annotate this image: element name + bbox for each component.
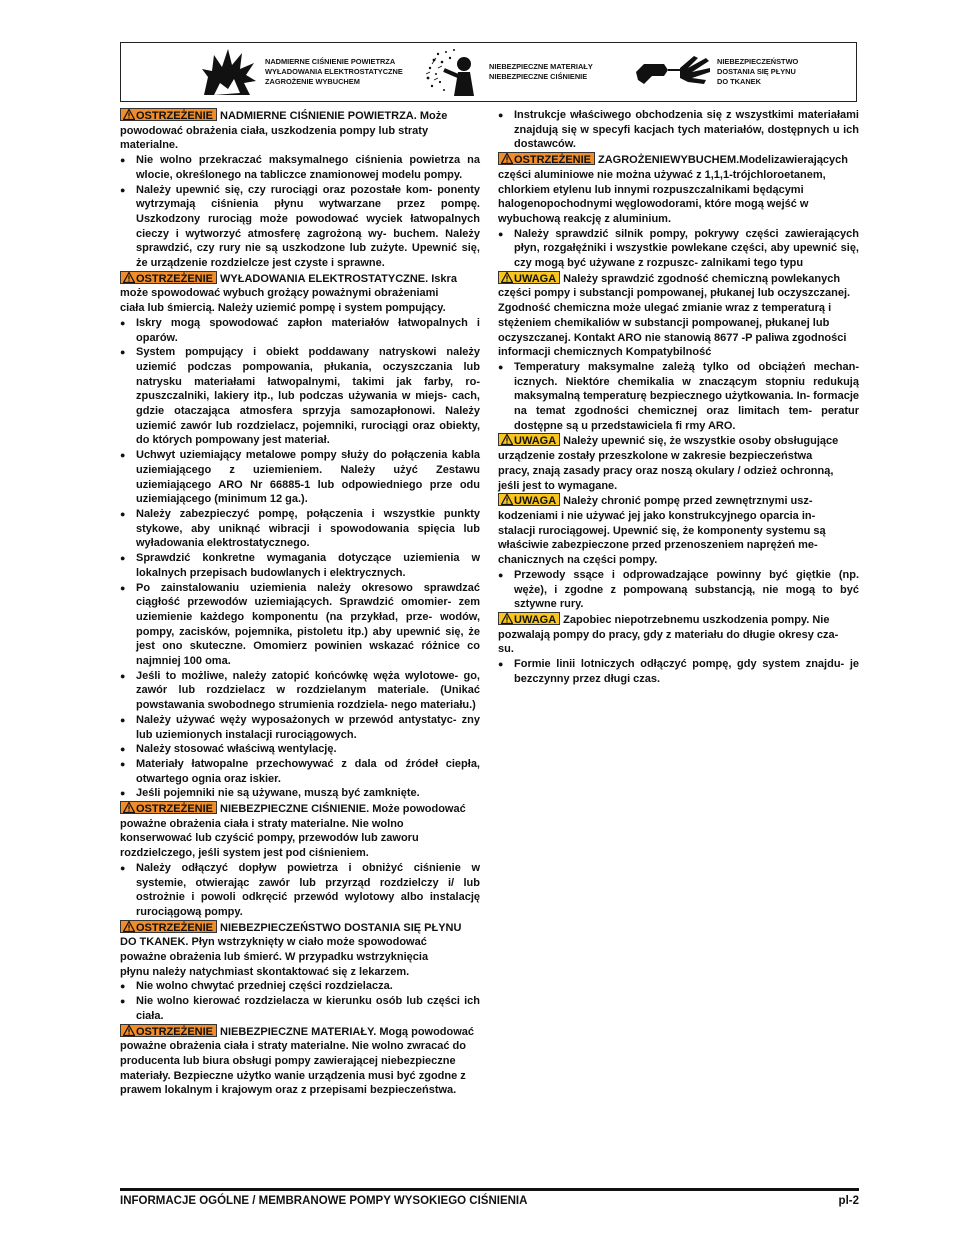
- warning-overpressure: OSTRZEŻENIE NADMIERNE CIŚNIENIE POWIETRZA. Może powodować obrażenia ciała, uszkodzenia pompy lub straty materialne.: [120, 110, 448, 152]
- list-item: ● Jeśli to możliwe, należy zatopić końcówkę węża wylotowe- go, zawór lub rozdzielacz w rozdzielanym materiale. (Unikać powstawania swobodnego strumienia rozdziela- nego materiału.): [120, 669, 480, 713]
- hazard-text-3: NIEBEZPIECZEŃSTWO DOSTANIA SIĘ PŁYNU DO TKANEK: [717, 56, 799, 87]
- list-item: ● Iskry mogą spowodować zapłon materiałów łatwopalnych i oparów.: [120, 316, 480, 345]
- list-item: ● Temperatury maksymalne zależą tylko od obciążeń mechan- icznych. Niektóre chemikalia w znaczącym stopniu redukują maksymalną temperaturę bezpiecznego użytkowania. In- formacje na temat zgodności chemicznej oraz limitach tem- peratur dostępne są u przedstawiciela fi rmy ARO.: [498, 360, 859, 434]
- caution-badge: UWAGA: [498, 433, 560, 446]
- warning-triangle-icon: [501, 494, 513, 505]
- warning-triangle-icon: [123, 109, 135, 120]
- footer-rule: [120, 1188, 859, 1191]
- list-item: ● Należy zabezpieczyć pompę, połączenia i wszystkie punkty stykowe, aby uniknąć wibracji i spowodowania spięcia lub wyładowania elektrostatycznego.: [120, 507, 480, 551]
- list-item: ● Należy upewnić się, czy rurociągi oraz pozostałe kom- ponenty wytrzymają ciśnienia płynu wytwarzane przez pompę. Uszkodzony rurociąg może powodować wyciek łatwopalnych cieczy i wytworzyć atmosferę zagrożoną wy- buchem. Należy sprawdzić, czy rury nie są uszkodzone lub zużyte. Upewnić się, że urządzenie rozdzielcze jest czyste i sprawne.: [120, 183, 480, 271]
- damage-list: [498, 657, 859, 686]
- warning-triangle-icon: [123, 272, 135, 283]
- list-item: ● Sprawdzić konkretne wymagania dotyczące uziemienia w lokalnych przepisach budowlanych i elektrycznych.: [120, 551, 480, 580]
- caution-badge: UWAGA: [498, 612, 560, 625]
- overpressure-list: [120, 153, 480, 271]
- warning-badge: OSTRZEŻENIE: [120, 271, 217, 284]
- list-item: ● Po zainstalowaniu uziemienia należy okresowo sprawdzać ciągłość przewodów uziemiających. Sprawdzić omomier- zem uziemienie każdego komponentu (na przykład, prze- wodów, pompy, zacisków, pojemnika, pistoletu itp.) aby upewnić się, że jest ono skuteczne. Omomierz powinien wskazać różnice co najmniej 100 oma.: [120, 581, 480, 669]
- list-item: ● System pompujący i obiekt poddawany natryskowi należy uziemić podczas pompowania, płukania, oczyszczania lub natrysku materiałami łatwopalnymi, takimi jak farby, ro- zpuszczalniki, lakiery itp., lub podczas używania w miejs- cach, gdzie otaczająca atmosfera sprzyja samozapłonowi. Należy uziemić zawór lub rozdzielacz, pojemniki, rurociągi oraz obiekty, do których pompowany jest materiał.: [120, 345, 480, 448]
- list-item: ● Należy stosować właściwą wentylację.: [120, 742, 480, 757]
- warning-badge: OSTRZEŻENIE: [498, 152, 595, 165]
- pressure-list: [120, 861, 480, 920]
- warning-triangle-icon: [501, 153, 513, 164]
- caution-protect: UWAGA Należy chronić pompę przed zewnętrznymi usz- kodzeniami i nie używać jej jako konstrukcyjnego oparcia in- stalacji rurociągowej. Upewnić się, że komponenty systemu są właściwie zabezpieczone przed przenoszeniem naprężeń me- chanicznych na części pompy.: [498, 495, 826, 567]
- hazardous-material-spray-icon: [421, 44, 485, 100]
- list-item: ● Przewody ssące i odprowadzające powinny być giętkie (np. węże), i zgodne z pompowaną substancją, nie mogą to być sztywne rury.: [498, 568, 859, 612]
- list-item: ● Należy sprawdzić silnik pompy, pokrywy części zawierających płyn, rozgałęźniki i wszystkie powlekane części, aby upewnić się, czy mogą być używane z rozpuszc- zalnikami tego typu: [498, 227, 859, 271]
- warning-badge: OSTRZEŻENIE: [120, 1024, 217, 1037]
- warning-static: OSTRZEŻENIE WYŁADOWANIA ELEKTROSTATYCZNE. Iskra może spowodować wybuch grożący poważnymi obrażeniami ciała lub śmiercią. Należy uziemić pompę i system pompujący.: [120, 272, 457, 315]
- caution-badge: UWAGA: [498, 493, 560, 506]
- list-item: ● Jeśli pojemniki nie są używane, muszą być zamknięte.: [120, 786, 480, 801]
- left-column: [120, 108, 480, 1098]
- hazard-group-materials: [421, 43, 593, 101]
- hazard-text-2: NIEBEZPIECZNE MATERIAŁY NIEBEZPIECZNE CIŚNIENIE: [489, 61, 593, 81]
- warning-triangle-icon: [123, 802, 135, 813]
- warning-injection: OSTRZEŻENIE NIEBEZPIECZEŃSTWO DOSTANIA SIĘ PŁYNU DO TKANEK. Płyn wstrzyknięty w ciało może spowodować poważne obrażenia lub śmierć. W przypadku wstrzyknięcia płynu należy natychmiast skontaktować się z lekarzem.: [120, 921, 462, 978]
- warning-triangle-icon: [501, 434, 513, 445]
- page-number: pl-2: [838, 1195, 859, 1207]
- explosion-list: [498, 227, 859, 271]
- warning-badge: OSTRZEŻENIE: [120, 920, 217, 933]
- list-item: ● Należy odłączyć dopływ powietrza i obniżyć ciśnienie w systemie, otwierając zawór lub przyrząd rozdzielczy i/ lub ostrożnie i powoli odkręcić przewód wylotowy albo instalację rurociągową pompy.: [120, 861, 480, 920]
- list-item: ● Nie wolno przekraczać maksymalnego ciśnienia powietrza na wlocie, określonego na tabliczce znamionowej modelu pompy.: [120, 153, 480, 182]
- injection-hand-icon: [633, 44, 713, 100]
- warning-triangle-icon: [501, 613, 513, 624]
- list-item: ● Nie wolno chwytać przedniej części rozdzielacza.: [120, 979, 480, 994]
- warning-triangle-icon: [501, 272, 513, 283]
- warning-triangle-icon: [123, 921, 135, 932]
- list-item: ● Materiały łatwopalne przechowywać z dala od źródeł ciepła, otwartego ognia oraz iskier.: [120, 757, 480, 786]
- hazard-text-1: NADMIERNE CIŚNIENIE POWIETRZA WYŁADOWANIA ELEKTROSTATYCZNE ZAGROŻENIE WYBUCHEM: [265, 56, 403, 87]
- list-item: ● Należy używać węży wyposażonych w przewód antystatyc- zny lub uziemionych instalacji rurociągowych.: [120, 713, 480, 742]
- explosion-icon: [197, 44, 261, 100]
- right-column: [498, 108, 859, 686]
- caution-damage: UWAGA Zapobiec niepotrzebnemu uszkodzenia pompy. Nie pozwalają pompy do pracy, gdy z materiału do długie okresy cza- su.: [498, 613, 839, 656]
- caution-badge: UWAGA: [498, 271, 560, 284]
- protect-list: [498, 568, 859, 612]
- warning-materials: OSTRZEŻENIE NIEBEZPIECZNE MATERIAŁY. Mogą powodować poważne obrażenia ciała i straty materialne. Nie wolno zwracać do producenta lub biura obsługi pompy zawierającej niebezpieczne materiały. Bezpieczne użytko wanie urządzenia musi być zgodne z prawem lokalnym i krajowym oraz z przepisami bezpieczeństwa.: [120, 1025, 475, 1097]
- chemical-list: [498, 360, 859, 434]
- hazard-group-injection: [633, 43, 798, 101]
- caution-training: UWAGA Należy upewnić się, że wszystkie osoby obsługujące urządzenie zostały przeszkolone w zakresie bezpieczeństwa pracy, znają zasady pracy oraz noszą okulary / odzież ochronną, jeśli jest to wymagane.: [498, 435, 839, 492]
- hazard-header: [120, 42, 857, 102]
- warning-pressure: OSTRZEŻENIE NIEBEZPIECZNE CIŚNIENIE. Może powodować poważne obrażenia ciała i straty materialne. Nie wolno konserwować lub czyścić pompy, przewodów lub zaworu rozdzielczego, jeśli system jest pod ciśnieniem.: [120, 803, 466, 860]
- injection-list: [120, 979, 480, 1023]
- footer-title: INFORMACJE OGÓLNE / MEMBRANOWE POMPY WYSOKIEGO CIŚNIENIA: [120, 1195, 528, 1207]
- list-item: ● Formie linii lotniczych odłączyć pompę, gdy system znajdu- je bezczynny przez długi czas.: [498, 657, 859, 686]
- caution-chemical: UWAGA Należy sprawdzić zgodność chemiczną powlekanych części pompy i substancji pompowanej, płukanej lub oczyszczanej. Zgodność chemiczna może ulegać zmianie wraz z temperaturą i stężeniem chemikaliów w substancji pompowanej, płukanej lub oczyszczanej. Kontakt ARO nie stanowią 8677 -P paliwa zgodności informacji chemicznych Kompatybilność: [498, 272, 851, 359]
- list-item: ● Instrukcje właściwego obchodzenia się z wszystkimi materiałami znajdują się w specyfi kacjach tych materiałów, dostępnych u ich dostawców.: [498, 108, 859, 152]
- warning-badge: OSTRZEŻENIE: [120, 801, 217, 814]
- static-list: [120, 316, 480, 801]
- list-item: ● Uchwyt uziemiający metalowe pompy służy do połączenia kabla uziemiającego z uziemieniem. Należy użyć Zestawu uziemiającego ARO Nr 66885-1 lub odpowiedniego prze odu uziemiającego (minimum 12 ga.).: [120, 448, 480, 507]
- warning-triangle-icon: [123, 1025, 135, 1036]
- warning-badge: OSTRZEŻENIE: [120, 108, 217, 121]
- warning-explosion: OSTRZEŻENIE ZAGROŻENIEWYBUCHEM.Modelizawierających części aluminiowe nie można używać z 1,1,1-trójchloroetanem, chlorkiem etylenu lub innymi rozpuszczalnikami będącymi halogenopochodnymi węglowodorami, które mogą wejść w wybuchową reakcję z aluminium.: [498, 154, 849, 225]
- list-item: ● Nie wolno kierować rozdzielacza w kierunku osób lub części ich ciała.: [120, 994, 480, 1023]
- hazard-group-explosion: [197, 43, 403, 101]
- materials-list: [498, 108, 859, 152]
